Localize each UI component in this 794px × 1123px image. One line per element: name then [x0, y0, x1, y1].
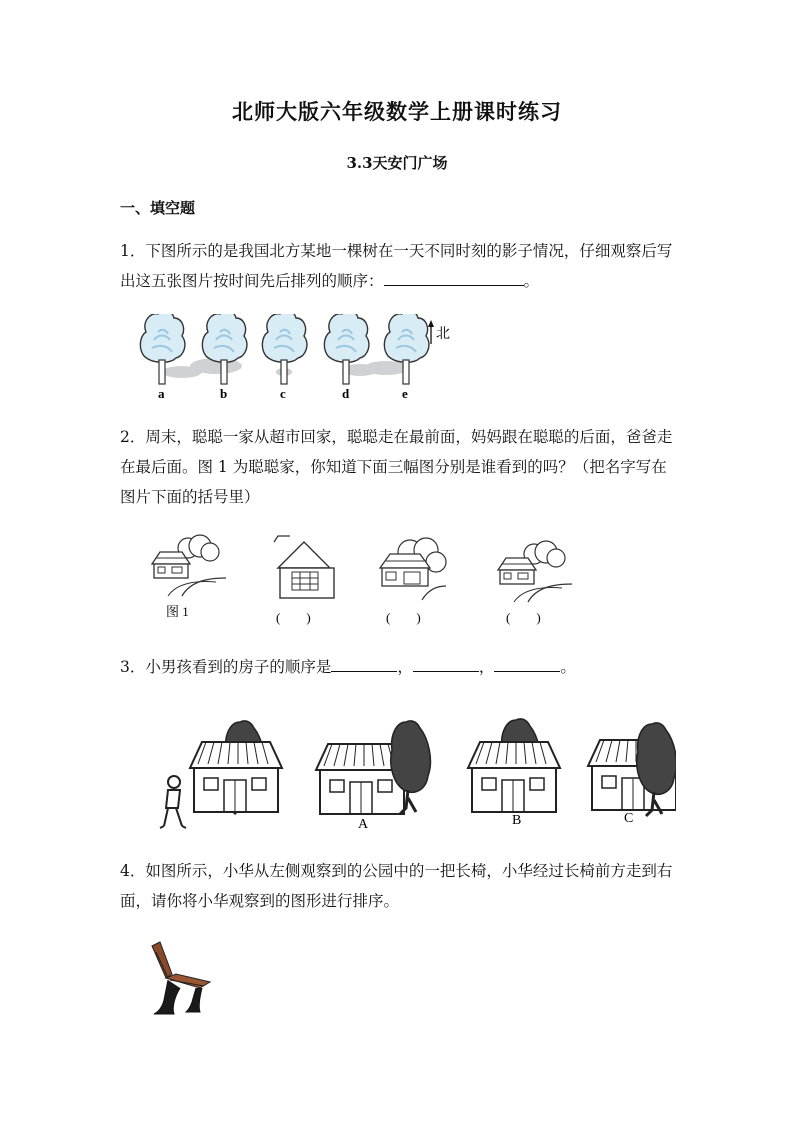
bench-icon — [152, 942, 210, 1014]
house-view-boy — [190, 742, 282, 812]
tree-label-a: a — [158, 386, 165, 401]
answer-paren-1[interactable]: ( ) — [276, 610, 311, 625]
north-label: 北 — [436, 327, 450, 342]
answer-paren-2[interactable]: ( ) — [386, 610, 421, 625]
answer-blank-2[interactable] — [413, 653, 479, 672]
question-4 — [120, 856, 680, 916]
question-1-tail: 。 — [523, 272, 540, 290]
separator: ， — [397, 658, 413, 676]
label-a: A — [358, 817, 369, 832]
question-3 — [120, 652, 680, 682]
house-view-b — [468, 742, 560, 812]
tree-label-d: d — [342, 386, 350, 401]
tree-c — [262, 314, 307, 384]
house-view-1 — [274, 536, 334, 598]
boy-houses-figure — [156, 704, 676, 834]
lesson-subtitle: 3.3天安门广场 — [346, 154, 448, 172]
question-2-text: 2．周末，聪聪一家从超市回家，聪聪走在最前面，妈妈跟在聪聪的后面，爸爸走在最后面。图 1 为聪聪家，你知道下面三幅图分别是谁看到的吗？（把名字写在图片下面的括号里） — [120, 428, 673, 506]
question-4-text: 4．如图所示，小华从左侧观察到的公园中的一把长椅，小华经过长椅前方走到右面，请你将小华观察到的图形进行排序。 — [120, 862, 673, 910]
answer-blank-3[interactable] — [494, 653, 560, 672]
house-view-2 — [380, 538, 446, 600]
tree-label-c: c — [280, 386, 286, 401]
bench-figure — [146, 938, 218, 1022]
label-b: B — [512, 813, 522, 828]
figure-1-caption: 图 1 — [166, 604, 189, 619]
tree-shadow-figure — [138, 314, 458, 404]
label-c: C — [624, 811, 634, 826]
house-view-3 — [498, 541, 572, 602]
question-1-text: 1．下图所示的是我国北方某地一棵树在一天不同时刻的影子情况，仔细观察后写出这五张图片按时间先后排列的顺序： — [120, 242, 673, 290]
question-3-tail: 。 — [560, 658, 576, 676]
question-3-text: 3．小男孩看到的房子的顺序是 — [120, 658, 332, 676]
boy-figure — [160, 776, 186, 828]
section-heading: 一、填空题 — [120, 199, 196, 217]
tree-label-e: e — [402, 386, 408, 401]
page-title: 北师大版六年级数学上册课时练习 — [232, 99, 562, 124]
separator: ， — [478, 658, 495, 676]
answer-blank[interactable] — [384, 267, 524, 286]
house-views-figure — [140, 534, 580, 634]
shadow-e — [364, 361, 408, 375]
question-2 — [120, 422, 680, 512]
answer-blank-1[interactable] — [331, 653, 397, 672]
answer-paren-3[interactable]: ( ) — [506, 610, 541, 625]
question-1 — [120, 236, 680, 296]
house-figure-1 — [152, 535, 226, 596]
tree-label-b: b — [220, 386, 228, 401]
